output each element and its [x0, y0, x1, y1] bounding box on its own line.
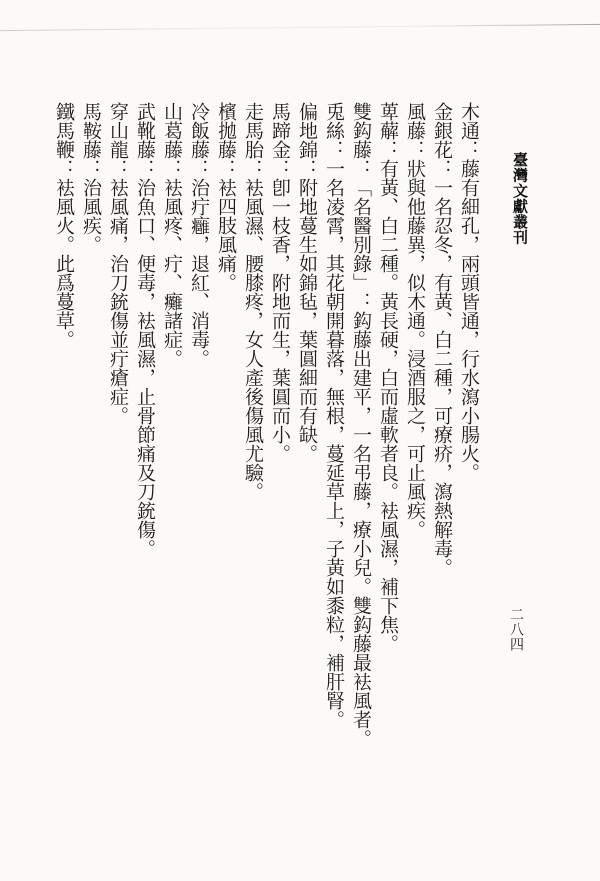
herb-entry-bixie: 萆薢：有黃、白二種。黃長硬，白而虛軟者良。袪風濕，補下焦。: [377, 102, 399, 653]
herb-entry-piandijin: 偏地錦：附地蔓生如錦毡，葉圓細而有缺。: [296, 102, 318, 463]
herb-entry-shangeteng: 山葛藤：袪風疼、疔、癱諸症。: [161, 102, 183, 368]
herb-entry-wuxueteng: 武靴藤：治魚口、便毒，袪風濕，止骨節痛及刀銃傷。: [134, 102, 156, 558]
herb-entry-mutong: 木通：藤有細孔，兩頭皆通，行水瀉小腸火。: [458, 102, 480, 482]
herb-entry-tusi: 兎絲：一名凌霄，其花朝開暮落，無根，蔓延草上，子黃如黍粒，補肝腎。: [323, 102, 345, 729]
herb-entry-jinyinhua: 金銀花：一名忍冬，有黃、白二種，可療疥，瀉熱解毒。: [431, 102, 453, 577]
scan-artifact-line: [0, 24, 600, 31]
herb-entry-tiemabian: 鐵馬鞭：袪風火。此爲蔓草。: [53, 102, 75, 349]
herb-entry-fengteng: 風藤：狀與他藤異，似木通。浸酒服之，可止風疾。: [404, 102, 426, 539]
herb-entry-matijin: 馬蹄金：卽一枝香，附地而生，葉圓而小。: [269, 102, 291, 463]
herb-entry-chuanshanlong: 穿山龍：袪風痛，治刀銃傷並疔瘡症。: [107, 102, 129, 425]
herb-entry-lengfanteng: 冷飯藤：治疔癰，退紅、消毒。: [188, 102, 210, 368]
page-number: 二八四: [508, 607, 524, 652]
series-title: 臺灣文獻叢刊: [511, 152, 529, 245]
herb-entry-zoumatai: 走馬胎：袪風濕、腰膝疼，女人產後傷風尤驗。: [242, 102, 264, 501]
herb-entry-binpaoteng: 檳拋藤：袪四肢風痛。: [215, 102, 237, 292]
herb-entries-text-block: [50, 102, 482, 802]
herb-entry-maanteng: 馬鞍藤：治風疾。: [80, 102, 102, 254]
herb-entry-shuanggouteng: 雙鈎藤：「名醫別錄」：鈎藤出建平，一名弔藤，療小兒。雙鈎藤最袪風者。: [350, 102, 372, 748]
